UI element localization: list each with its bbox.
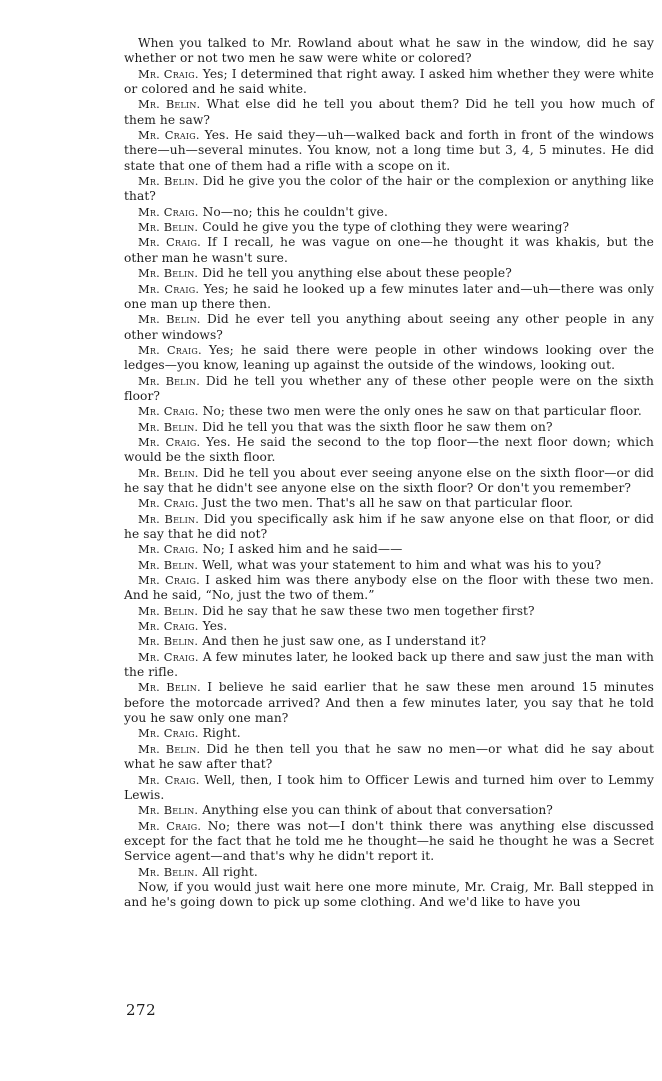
paragraph-text: Just the two men. That's all he saw on that particular floor. [202,496,574,511]
paragraph [124,880,654,911]
speaker-label: Mr. Craig. [138,404,199,419]
speaker-label: Mr. Belin. [138,312,201,327]
speaker-label: Mr. Belin. [138,741,201,756]
paragraph-text: No—no; this he couldn't give. [202,204,388,219]
speaker-label: Mr. Belin. [138,511,200,526]
paragraph [124,67,654,98]
paragraph [124,312,654,343]
paragraph-text: Yes. He said they—uh—walked back and forth in front of the windows there—uh—several minutes. You know, not a long time but 3, 4, 5 minutes. He did state that one of them had a rifle with a scope on it. [124,128,654,173]
transcript-text [124,36,654,911]
paragraph-text: Anything else you can think of about that conversation? [202,803,553,818]
paragraph-text: Yes; he said he looked up a few minutes later and—uh—there was only one man up there then. [124,281,654,311]
paragraph [124,205,654,220]
paragraph-text: When you talked to Mr. Rowland about what he saw in the window, did he say whether or not two men he saw were white or colored? [124,36,654,66]
speaker-label: Mr. Belin. [138,97,201,112]
speaker-label: Mr. Belin. [138,174,199,189]
paragraph [124,558,654,573]
paragraph-text: Did he tell you about ever seeing anyone else on the sixth floor—or did he say that he didn't see anyone else on the sixth floor? Or don't you remember? [124,465,654,495]
paragraph [124,573,654,604]
paragraph-text: What else did he tell you about them? Did he tell you how much of them he saw? [124,97,654,127]
paragraph [124,496,654,511]
paragraph-text: No; I asked him and he said—— [202,542,403,557]
paragraph [124,374,654,405]
paragraph-text: Right. [202,726,241,741]
paragraph-text: Could he give you the type of clothing they were wearing? [202,220,570,235]
paragraph [124,619,654,634]
paragraph-text: I asked him was there anybody else on the floor with these two men. And he said, “No, just the two of them.” [124,573,654,603]
paragraph-text: No; there was not—I don't think there was anything else discussed except for the fact that he told me he thought—he said he thought he was a Secret Service agent—and that's why he didn't report it. [124,818,654,864]
speaker-label: Mr. Belin. [138,803,199,818]
paragraph-text: All right. [202,864,258,879]
speaker-label: Mr. Craig. [138,772,200,787]
paragraph [124,803,654,818]
paragraph-text: And then he just saw one, as I understand it? [202,634,487,649]
paragraph [124,742,654,773]
speaker-label: Mr. Craig. [138,235,201,250]
speaker-label: Mr. Craig. [138,542,199,557]
paragraph [124,266,654,281]
paragraph [124,235,654,266]
paragraph [124,634,654,649]
paragraph [124,435,654,466]
speaker-label: Mr. Belin. [138,419,199,434]
speaker-label: Mr. Craig. [138,619,199,634]
speaker-label: Mr. Belin. [138,864,199,879]
paragraph [124,420,654,435]
paragraph-text: If I recall, he was vague on one—he thought it was khakis, but the other man he wasn't sure. [124,235,654,265]
speaker-label: Mr. Craig. [138,204,199,219]
speaker-label: Mr. Belin. [138,220,199,235]
paragraph-text: Did he tell you whether any of these other people were on the sixth floor? [124,373,654,403]
paragraph [124,36,654,67]
paragraph [124,865,654,880]
speaker-label: Mr. Craig. [138,128,200,143]
speaker-label: Mr. Belin. [138,603,199,618]
page-number: 272 [126,1001,157,1019]
paragraph-text: Did you specifically ask him if he saw anyone else on that floor, or did he say that he did not? [124,511,655,541]
speaker-label: Mr. Craig. [138,281,200,296]
paragraph-text: Did he tell you anything else about these people? [202,266,512,281]
paragraph [124,512,654,543]
paragraph-text: I believe he said earlier that he saw these men around 15 minutes before the motorcade arrived? And then a few minutes later, you say that he told you he saw only one man? [124,680,654,726]
speaker-label: Mr. Belin. [138,557,199,572]
paragraph [124,404,654,419]
speaker-label: Mr. Craig. [138,434,201,449]
paragraph-text: Well, what was your statement to him and what was his to you? [202,557,602,572]
paragraph [124,773,654,804]
paragraph-text: Now, if you would just wait here one more minute, Mr. Craig, Mr. Ball stepped in and he's going down to pick up some clothing. And we'd like to have you [124,879,654,910]
paragraph-text: A few minutes later, he looked back up there and saw just the man with the rifle. [124,649,654,680]
paragraph-text: Did he say that he saw these two men together first? [202,603,535,618]
paragraph [124,604,654,619]
paragraph [124,220,654,235]
speaker-label: Mr. Belin. [138,634,199,649]
speaker-label: Mr. Craig. [138,496,199,511]
paragraph-text: Did he then tell you that he saw no men—or what did he say about what he saw after that? [124,741,655,772]
speaker-label: Mr. Belin. [138,373,201,388]
speaker-label: Mr. Craig. [138,342,202,357]
speaker-label: Mr. Craig. [138,573,200,588]
paragraph [124,97,654,128]
paragraph-text: Well, then, I took him to Officer Lewis and turned him over to Lemmy Lewis. [124,772,654,802]
speaker-label: Mr. Craig. [138,649,199,664]
paragraph-text: Did he ever tell you anything about seeing any other people in any other windows? [124,312,655,342]
paragraph [124,650,654,681]
speaker-label: Mr. Craig. [138,66,199,81]
speaker-label: Mr. Craig. [138,818,202,833]
speaker-label: Mr. Belin. [138,680,201,695]
paragraph-text: Yes. He said the second to the top floor—the next floor down; which would be the sixth floor. [124,434,654,465]
paragraph-text: Yes; I determined that right away. I asked him whether they were white or colored and he said white. [124,66,654,97]
paragraph [124,343,654,374]
paragraph [124,466,654,497]
paragraph-text: Did he tell you that was the sixth floor he saw them on? [202,419,553,434]
speaker-label: Mr. Belin. [138,465,199,480]
paragraph [124,726,654,741]
paragraph-text: Did he give you the color of the hair or the complexion or anything like that? [124,174,654,204]
paragraph-text: Yes; he said there were people in other windows looking over the ledges—you know, leaning up against the outside of the windows, looking out. [124,342,655,373]
paragraph-text: Yes. [202,619,228,634]
paragraph [124,174,654,205]
paragraph [124,282,654,313]
paragraph [124,680,654,726]
paragraph-text: No; these two men were the only ones he saw on that particular floor. [202,404,642,419]
paragraph [124,542,654,557]
paragraph [124,128,654,174]
paragraph [124,819,654,865]
speaker-label: Mr. Craig. [138,726,199,741]
speaker-label: Mr. Belin. [138,266,199,281]
